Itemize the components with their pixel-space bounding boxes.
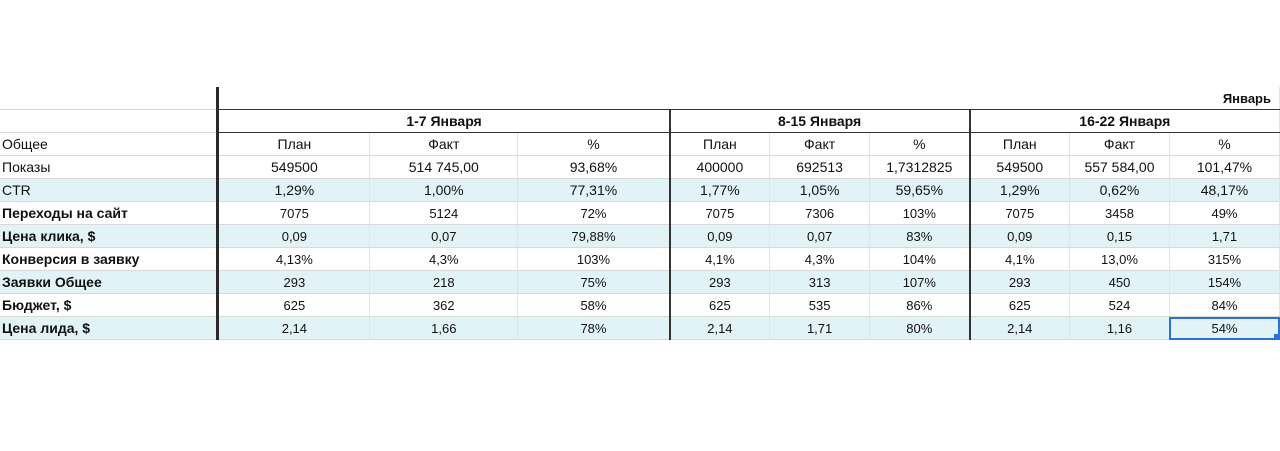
row-label[interactable]: Бюджет, $ <box>0 294 218 317</box>
column-header-row <box>0 133 1280 156</box>
table-cell[interactable]: 7306 <box>770 202 870 225</box>
row-label[interactable]: Показы <box>0 156 218 179</box>
table-cell[interactable]: 48,17% <box>1169 179 1279 202</box>
table-cell[interactable]: 2,14 <box>670 317 770 340</box>
table-cell[interactable]: 104% <box>870 248 970 271</box>
table-cell[interactable]: 3458 <box>1070 202 1170 225</box>
table-cell[interactable]: 49% <box>1169 202 1279 225</box>
table-row <box>0 248 1280 271</box>
week-header-2[interactable]: 8-15 Января <box>670 110 970 133</box>
table-cell[interactable]: 107% <box>870 271 970 294</box>
table-cell[interactable]: 1,77% <box>670 179 770 202</box>
row-label[interactable]: CTR <box>0 179 218 202</box>
table-row <box>0 271 1280 294</box>
table-cell[interactable]: 0,09 <box>670 225 770 248</box>
table-cell[interactable]: 78% <box>518 317 670 340</box>
col-pct-3[interactable]: % <box>1169 133 1279 156</box>
table-cell[interactable]: 692513 <box>770 156 870 179</box>
col-fact-1[interactable]: Факт <box>370 133 518 156</box>
table-cell[interactable]: 625 <box>218 294 370 317</box>
table-cell[interactable]: 1,00% <box>370 179 518 202</box>
table-cell[interactable]: 83% <box>870 225 970 248</box>
col-fact-2[interactable]: Факт <box>770 133 870 156</box>
col-plan-2[interactable]: План <box>670 133 770 156</box>
corner-cell[interactable] <box>0 87 218 110</box>
table-cell[interactable]: 362 <box>370 294 518 317</box>
table-row <box>0 225 1280 248</box>
table-cell[interactable]: 84% <box>1169 294 1279 317</box>
table-cell[interactable]: 535 <box>770 294 870 317</box>
table-row <box>0 294 1280 317</box>
table-cell[interactable]: 315% <box>1169 248 1279 271</box>
row-label[interactable]: Цена лида, $ <box>0 317 218 340</box>
table-body <box>0 87 1280 340</box>
table-cell[interactable]: 625 <box>670 294 770 317</box>
table-cell[interactable]: 101,47% <box>1169 156 1279 179</box>
table-cell[interactable]: 58% <box>518 294 670 317</box>
table-cell[interactable]: 154% <box>1169 271 1279 294</box>
table-cell[interactable]: 80% <box>870 317 970 340</box>
table-row <box>0 156 1280 179</box>
table-cell[interactable]: 79,88% <box>518 225 670 248</box>
table-cell[interactable]: 524 <box>1070 294 1170 317</box>
table-cell[interactable]: 7075 <box>970 202 1070 225</box>
table-cell[interactable]: 400000 <box>670 156 770 179</box>
table-cell[interactable]: 72% <box>518 202 670 225</box>
table-cell[interactable]: 557 584,00 <box>1070 156 1170 179</box>
col-plan-1[interactable]: План <box>218 133 370 156</box>
table-cell[interactable]: 7075 <box>218 202 370 225</box>
row-label[interactable]: Заявки Общее <box>0 271 218 294</box>
table-cell[interactable]: 293 <box>218 271 370 294</box>
col-pct-1[interactable]: % <box>518 133 670 156</box>
table-cell[interactable]: 514 745,00 <box>370 156 518 179</box>
table-cell[interactable]: 1,16 <box>1070 317 1170 340</box>
table-cell[interactable]: 0,07 <box>370 225 518 248</box>
col-plan-3[interactable]: План <box>970 133 1070 156</box>
table-cell[interactable]: 1,29% <box>970 179 1070 202</box>
table-cell[interactable]: 549500 <box>218 156 370 179</box>
table-cell[interactable]: 4,1% <box>670 248 770 271</box>
table-cell[interactable]: 2,14 <box>218 317 370 340</box>
report-table <box>0 87 1280 340</box>
table-cell[interactable]: 293 <box>670 271 770 294</box>
table-cell[interactable]: 5124 <box>370 202 518 225</box>
table-cell[interactable]: 103% <box>870 202 970 225</box>
table-cell[interactable]: 4,13% <box>218 248 370 271</box>
table-cell[interactable]: 4,3% <box>770 248 870 271</box>
table-cell[interactable]: 1,71 <box>770 317 870 340</box>
table-cell[interactable]: 7075 <box>670 202 770 225</box>
table-cell[interactable]: 93,68% <box>518 156 670 179</box>
table-cell[interactable]: 1,29% <box>218 179 370 202</box>
table-cell[interactable]: 0,62% <box>1070 179 1170 202</box>
table-cell[interactable]: 1,7312825 <box>870 156 970 179</box>
week-header-row <box>0 110 1280 133</box>
table-cell[interactable]: 75% <box>518 271 670 294</box>
table-cell[interactable]: 549500 <box>970 156 1070 179</box>
table-cell[interactable]: 77,31% <box>518 179 670 202</box>
table-cell[interactable]: 450 <box>1070 271 1170 294</box>
row-label[interactable]: Конверсия в заявку <box>0 248 218 271</box>
table-cell[interactable]: 4,1% <box>970 248 1070 271</box>
selection-fill-handle[interactable] <box>1274 334 1280 340</box>
table-row <box>0 179 1280 202</box>
selected-cell[interactable]: 54% <box>1169 317 1279 340</box>
table-cell[interactable]: 4,3% <box>370 248 518 271</box>
table-cell[interactable]: 218 <box>370 271 518 294</box>
corner-cell-2[interactable] <box>0 110 218 133</box>
row-label[interactable]: Цена клика, $ <box>0 225 218 248</box>
week-header-3[interactable]: 16-22 Января <box>970 110 1280 133</box>
col-fact-3[interactable]: Факт <box>1070 133 1170 156</box>
table-row <box>0 317 1280 340</box>
table-cell[interactable]: 86% <box>870 294 970 317</box>
table-cell[interactable]: 1,05% <box>770 179 870 202</box>
spreadsheet <box>0 87 1280 340</box>
month-row <box>0 87 1280 110</box>
row-label-general[interactable]: Общее <box>0 133 218 156</box>
table-cell[interactable]: 0,07 <box>770 225 870 248</box>
month-header[interactable]: Январь <box>218 87 1280 110</box>
table-cell[interactable]: 293 <box>970 271 1070 294</box>
table-cell[interactable]: 1,66 <box>370 317 518 340</box>
table-cell[interactable]: 0,09 <box>218 225 370 248</box>
table-cell[interactable]: 1,71 <box>1169 225 1279 248</box>
table-cell[interactable]: 625 <box>970 294 1070 317</box>
table-cell[interactable]: 0,09 <box>970 225 1070 248</box>
table-cell[interactable]: 0,15 <box>1070 225 1170 248</box>
table-cell[interactable]: 2,14 <box>970 317 1070 340</box>
table-cell[interactable]: 313 <box>770 271 870 294</box>
row-label[interactable]: Переходы на сайт <box>0 202 218 225</box>
table-cell[interactable]: 13,0% <box>1070 248 1170 271</box>
week-header-1[interactable]: 1-7 Января <box>218 110 670 133</box>
table-cell[interactable]: 59,65% <box>870 179 970 202</box>
table-row <box>0 202 1280 225</box>
table-cell[interactable]: 103% <box>518 248 670 271</box>
col-pct-2[interactable]: % <box>870 133 970 156</box>
